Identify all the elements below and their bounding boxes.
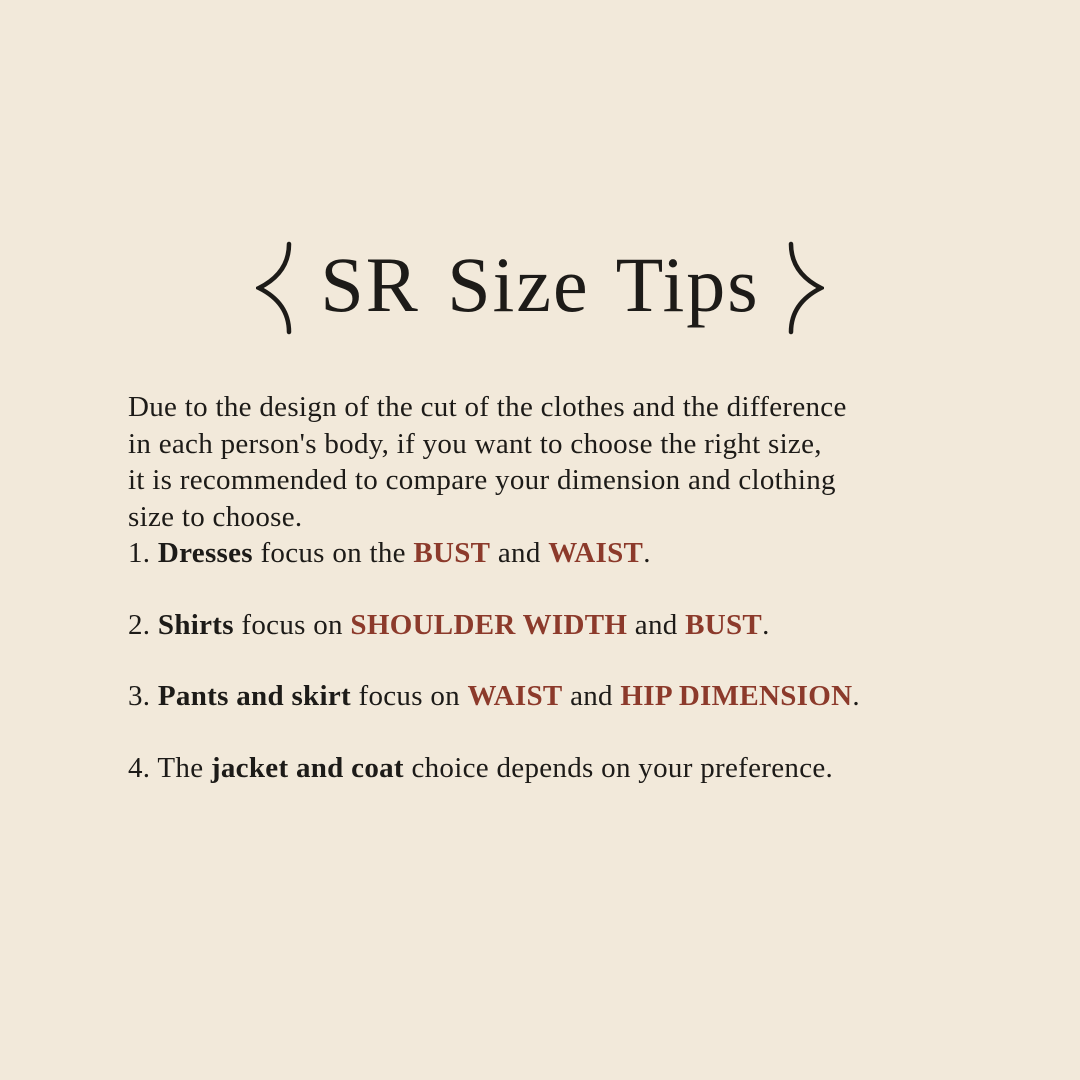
tip-item-pants-skirt	[128, 678, 968, 715]
intro-line: Due to the design of the cut of the clothes and the difference	[128, 391, 847, 423]
title-row	[0, 238, 1080, 338]
tip-text-bold: Shirts	[157, 608, 234, 641]
tip-text-normal: 2.	[128, 608, 158, 641]
tip-text-normal: and	[562, 680, 621, 712]
tip-text-bold: Pants and skirt	[157, 680, 351, 712]
curved-right-angle-bracket-icon	[788, 240, 824, 336]
tip-text-normal: focus on	[233, 608, 351, 641]
tip-text-normal: and	[627, 608, 686, 641]
tip-text-accent: BUST	[685, 608, 763, 641]
intro-line: size to choose.	[128, 500, 303, 533]
tip-item-shirts	[128, 607, 968, 644]
tip-text-normal: .	[643, 537, 651, 569]
tip-text-normal: and	[490, 537, 549, 569]
tip-text-normal: 4. The	[128, 751, 211, 784]
tip-item-jacket-coat	[128, 750, 968, 787]
tip-text-normal: 1.	[128, 537, 158, 569]
tip-text-accent: BUST	[413, 537, 491, 569]
tip-text-bold: Dresses	[157, 537, 253, 569]
page-title: SR Size Tips	[320, 241, 760, 328]
intro-line: it is recommended to compare your dimension and clothing	[128, 464, 836, 496]
intro-line: in each person's body, if you want to choose the right size,	[128, 427, 822, 460]
tip-text-accent: HIP DIMENSION	[620, 680, 853, 712]
tip-text-normal: focus on the	[252, 537, 414, 569]
tip-text-accent: WAIST	[467, 680, 563, 712]
tip-text-normal: 3.	[128, 680, 158, 712]
tip-text-accent: WAIST	[548, 537, 644, 569]
tip-text-accent: SHOULDER WIDTH	[350, 608, 628, 641]
content-block	[128, 389, 968, 786]
tip-text-normal: .	[852, 680, 860, 712]
tip-text-normal: choice depends on your preference.	[403, 751, 834, 784]
tip-text-normal: .	[762, 608, 770, 641]
tip-text-normal: focus on	[350, 680, 468, 712]
intro-paragraph	[128, 389, 968, 535]
curved-left-angle-bracket-icon	[256, 240, 292, 336]
tip-text-bold: jacket and coat	[210, 751, 404, 784]
tip-item-dresses	[128, 535, 968, 572]
